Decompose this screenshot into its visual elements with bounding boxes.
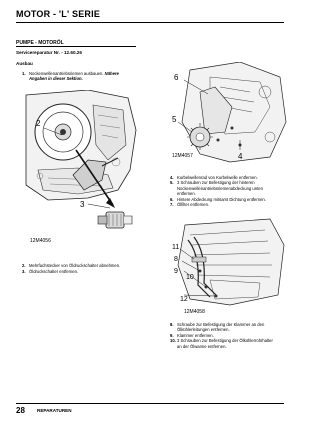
callout-6: 6	[174, 73, 179, 82]
step-number: 7.	[170, 202, 174, 207]
step-text: Ölfilter entfernen.	[177, 202, 210, 207]
step-text-emphasis-2: Angaben in dieser Sektion.	[29, 76, 83, 82]
callout-5: 5	[172, 115, 177, 124]
page-number: 28	[16, 406, 25, 415]
header-rule	[16, 22, 284, 23]
step-3	[22, 269, 147, 275]
callout-11: 11	[172, 244, 180, 251]
step-number: 3.	[22, 269, 26, 274]
step-text: entfernen.	[177, 191, 196, 197]
callout-2: 2	[36, 119, 41, 128]
step-text: Nockenwellenantriebsriemenabdeckung unten	[177, 185, 263, 191]
step-number: 8.	[170, 322, 174, 327]
page-header-title: MOTOR - 'L' SERIE	[16, 9, 101, 19]
step-number: 9.	[170, 332, 174, 338]
step-text: Hintere Abdeckung mitsamt Dichtung entfernen.	[177, 196, 266, 202]
step-number: 10.	[170, 338, 176, 344]
callout-12: 12	[180, 296, 188, 303]
step-number: 5.	[170, 180, 174, 186]
figure-oil-pan	[170, 215, 288, 315]
steps-4-7	[170, 175, 290, 215]
section-title: PUMPE - MOTORÖL	[16, 40, 64, 46]
step-text: Öldruckschalter entfernen.	[29, 269, 79, 274]
footer-label: REPARATUREN	[37, 408, 72, 413]
step-1	[22, 71, 142, 91]
step-number: 2.	[22, 263, 26, 268]
step-text: an der Ölwanne entfernen.	[177, 343, 227, 349]
step-number: 6.	[170, 196, 174, 202]
step-text-main: Nockenwellenantriebsriemen ausbauen.	[29, 71, 104, 76]
figure-oil-pressure-switch	[18, 90, 140, 260]
step-text: Ölkühlerleitungen entfernen.	[177, 327, 230, 333]
pipe-clamp	[192, 257, 206, 262]
callout-4: 4	[238, 152, 243, 161]
step-text: 3 Schrauben zur Befestigung der hinteren	[177, 180, 255, 186]
step-text: Mehrfachstecker von Öldruckschalter abnehmen.	[29, 263, 121, 268]
step-number: 4.	[170, 175, 174, 180]
footer-rule	[16, 403, 284, 404]
step-number: 1.	[22, 71, 26, 76]
step-text: Kurbelwellenrad von Kurbelwelle entfernen.	[177, 175, 258, 180]
step-text-emphasis: Nähere	[104, 71, 119, 76]
procedure-heading: Ausbau	[16, 61, 33, 66]
service-number: Servicereparatur Nr. - 12.60.26	[16, 50, 82, 55]
figure-code: 12M4056	[30, 238, 51, 244]
step-text: Schraube zur Befestigung der Klammer an den	[177, 322, 265, 327]
callout-10: 10	[186, 274, 194, 281]
callout-8: 8	[174, 256, 178, 263]
figure-rear-cover	[170, 62, 288, 172]
figure-code: 12M4057	[172, 153, 193, 159]
steps-8-10	[170, 322, 295, 362]
callout-9: 9	[174, 268, 178, 275]
oil-pressure-switch	[98, 212, 132, 228]
step-text: 3 Schrauben zur Befestigung der Ölkühlerrohrhalter	[177, 338, 273, 344]
step-text: Klammer entfernen.	[177, 332, 214, 338]
section-rule	[16, 46, 136, 47]
figure-code: 12M4058	[184, 309, 205, 315]
callout-3: 3	[80, 200, 85, 209]
